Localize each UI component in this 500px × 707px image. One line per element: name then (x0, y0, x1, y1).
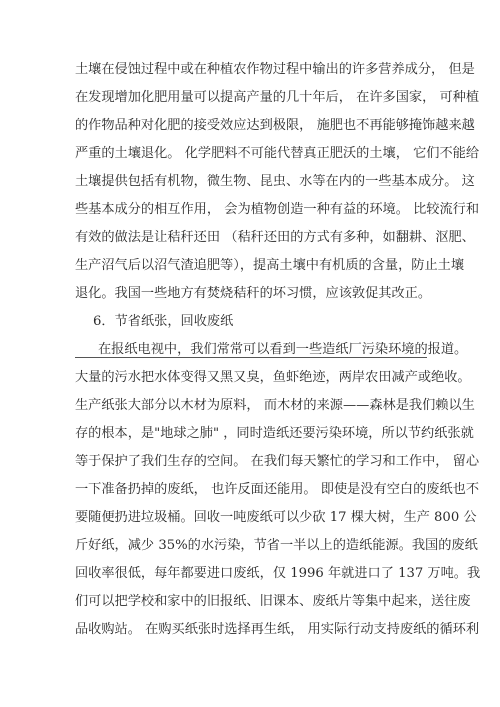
paragraph-line-2: 在发现增加化肥用量可以提高产量的几十年后， 在许多国家， 可种植 (75, 90, 480, 105)
paragraph-line-18: 斤好纸，减少 35%的水污染，节省一半以上的造纸能源。我国的废纸 (75, 538, 478, 553)
paragraph-line-6: 些基本成分的相互作用， 会为植物创造一种有益的环境。 比较流行和 (75, 202, 480, 217)
paragraph-line-15: 等于保护了我们生存的空间。 在我们每天繁忙的学习和工作中， 留心 (75, 454, 480, 469)
paragraph-line-14: 存的根本，是"地球之肺" ，同时造纸还要污染环境，所以节约纸张就 (75, 426, 474, 441)
paragraph-line-9: 退化。我国一些地方有焚烧秸秆的坏习惯，应该敦促其改正。 (75, 286, 432, 301)
paragraph-line-19: 回收率很低，每年都要进口废纸，仅 1996 年就进口了 137 万吨。我 (75, 566, 481, 581)
paragraph-line-1: 土壤在侵蚀过程中或在种植农作物过程中输出的许多营养成分， 但是 (75, 62, 475, 77)
paragraph-line-5: 土壤提供包括有机物，微生物、昆虫、水等在内的一些基本成分。 这 (75, 174, 475, 189)
paragraph-line-13: 生产纸张大部分以木材为原料， 而木材的来源——森林是我们赖以生 (75, 398, 475, 413)
paragraph-line-16: 一下准备扔掉的废纸， 也许反面还能用。 即使是没有空白的废纸也不 (75, 482, 480, 497)
underline-rule (75, 357, 427, 358)
section-heading: 6．节省纸张，回收废纸 (93, 314, 234, 329)
paragraph-line-21: 品收购站。 在购买纸张时选择再生纸， 用实际行动支持废纸的循环利 (75, 622, 480, 637)
paragraph-line-3: 的作物品种对化肥的接受效应达到极限， 施肥也不再能够掩饰越来越 (75, 118, 475, 133)
paragraph-line-20: 们可以把学校和家中的旧报纸、旧课本、废纸片等集中起来，送往废 (75, 594, 471, 609)
paragraph-line-8: 生产沼气后以沼气渣追肥等），提高土壤中有机质的含量，防止土壤 (75, 258, 465, 273)
paragraph-line-4: 严重的土壤退化。 化学肥料不可能代替真正肥沃的土壤， 它们不能给 (75, 146, 480, 161)
paragraph-line-12: 大量的污水把水体变得又黑又臭，鱼虾绝迹，两岸农田减产或绝收。 (75, 370, 471, 385)
paragraph-line-11: 在报纸电视中，我们常常可以看到一些造纸厂污染环境的报道。 (98, 342, 468, 357)
paragraph-line-17: 要随便扔进垃圾桶。回收一吨废纸可以少砍 17 棵大树，生产 800 公 (75, 510, 477, 525)
paragraph-line-7: 有效的做法是让秸秆还田 （秸秆还田的方式有多种，如翻耕、沤肥、 (75, 230, 475, 245)
